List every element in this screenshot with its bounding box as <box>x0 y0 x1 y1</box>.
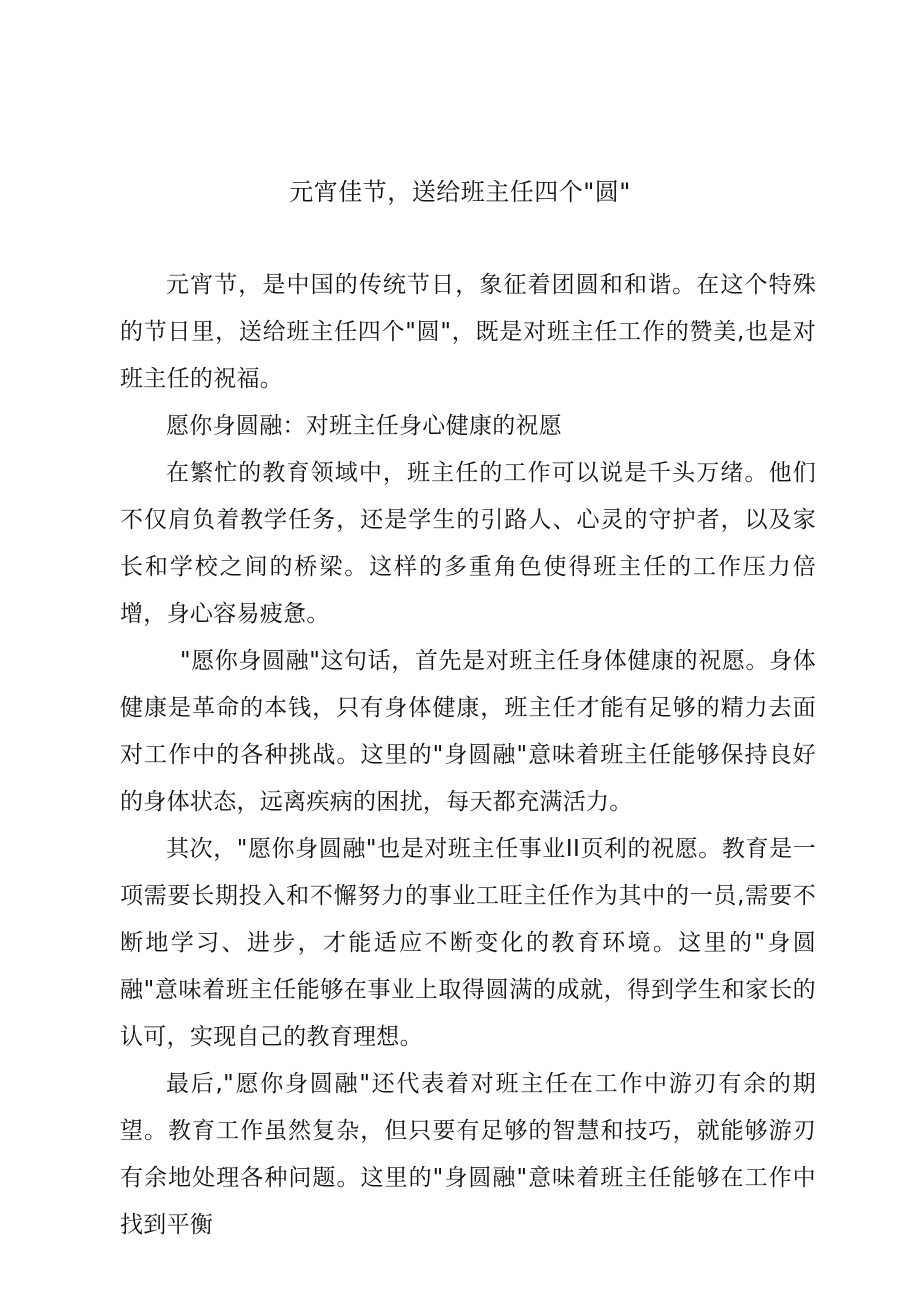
page-title: 元宵佳节，送给班主任四个"圆" <box>289 178 631 206</box>
paragraph-context: 在繁忙的教育领域中，班主任的工作可以说是千头万绪。他们不仅肩负着教学任务，还是学生的引路人、心灵的守护者，以及家长和学校之间的桥梁。这样的多重角色使得班主任的工作压力倍增，身心容易疲惫。 <box>120 460 816 627</box>
paragraph-intro: 元宵节，是中国的传统节日，象征着团圆和和谐。在这个特殊的节日里，送给班主任四个"圆"，既是对班主任工作的赞美,也是对班主任的祝福。 <box>120 272 816 392</box>
document-body <box>120 262 816 1249</box>
section-heading: 愿你身圆融：对班主任身心健康的祝愿 <box>166 413 563 439</box>
paragraph-health: "愿你身圆融"这句话，首先是对班主任身体健康的祝愿。身体健康是革命的本钱，只有身体健康，班主任才能有足够的精力去面对工作中的各种挑战。这里的"身圆融"意味着班主任能够保持良好的身体状态，远离疾病的困扰，每天都充满活力。 <box>120 648 816 815</box>
paragraph-career: 其次，"愿你身圆融"也是对班主任事业II页利的祝愿。教育是一项需要长期投入和不懈努力的事业工旺主任作为其中的一员,需要不断地学习、进步，才能适应不断变化的教育环境。这里的"身圆融"意味着班主任能够在事业上取得圆满的成就，得到学生和家长的认可，实现自己的教育理想。 <box>120 836 816 1050</box>
paragraph-balance: 最后,"愿你身圆融"还代表着对班主任在工作中游刃有余的期望。教育工作虽然复杂，但只要有足够的智慧和技巧，就能够游刃有余地处理各种问题。这里的"身圆融"意味着班主任能够在工作中找到平衡 <box>120 1071 816 1238</box>
